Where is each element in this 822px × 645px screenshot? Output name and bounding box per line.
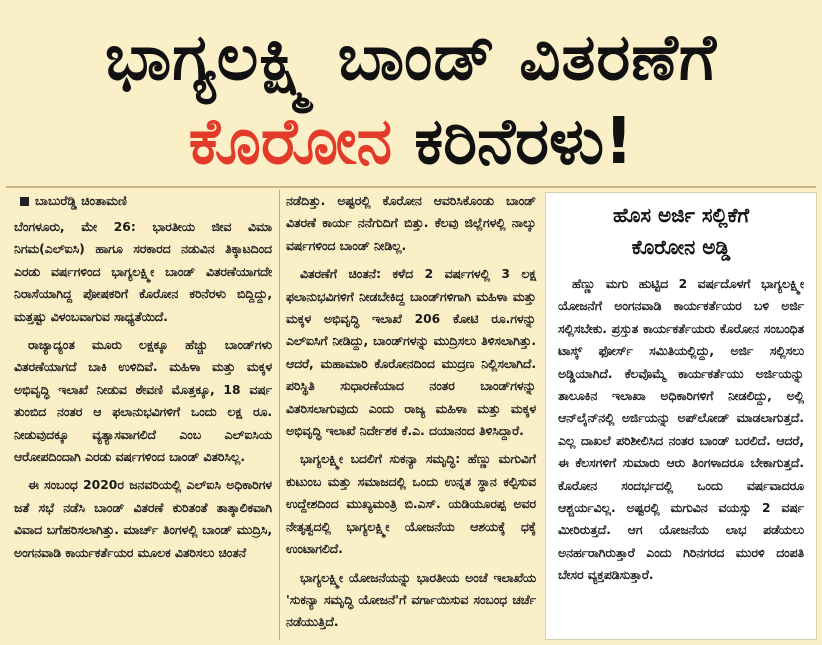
sidebar-box (545, 192, 817, 640)
sidebar-title-line1: ಹೊಸ ಅರ್ಜಿ ಸಲ್ಲಿಕೆಗೆ (612, 203, 750, 227)
article-paragraph: ಭಾಗ್ಯಲಕ್ಷ್ಮೀ ಯೋಜನೆಯನ್ನು ಭಾರತೀಯ ಅಂಚೆ ಇಲಾಖೆಯ 'ಸುಕನ್ಯಾ ಸಮೃದ್ಧಿ ಯೋಜನೆ'ಗೆ ವರ್ಗಾಯಿಸುವ ಸಂಬಂಧ ಚರ್ಚೆ ನಡೆಯುತ್ತಿದೆ. (286, 570, 536, 630)
headline-divider (6, 186, 816, 188)
column-divider (279, 190, 280, 640)
article-paragraph: ಬೆಂಗಳೂರು, ಮೇ 26: ಭಾರತೀಯ ಜೀವ ವಿಮಾ ನಿಗಮ(ಎಲ್‌ಐಸಿ) ಹಾಗೂ ಸರಕಾರದ ನಡುವಿನ ತಿಕ್ಕಾಟದಿಂದ ಎರಡು ವರ್ಷಗಳಿಂದ ಭಾಗ್ಯಲಕ್ಷ್ಮೀ ಬಾಂಡ್ ವಿತರಣೆಯಾಗದೇ ನಿರಾಸೆಯಾಗಿದ್ದ ಪೋಷಕರಿಗೆ ಕೊರೋನ ಕರಿನೆರಳು ಬಿದ್ದಿದ್ದು, ಮತ್ತಷ್ಟು ವಿಳಂಬವಾಗುವ ಸಾಧ್ಯತೆಯಿದೆ. (14, 220, 272, 324)
sidebar-title (546, 193, 816, 263)
article-column-2 (286, 190, 536, 640)
byline-text: ಬಾಬುರೆಡ್ಡಿ ಚಿಂತಾಮಣಿ (35, 192, 127, 208)
article-column-1 (14, 190, 272, 570)
headline-red-word: ಕೊರೋನ (188, 105, 393, 179)
headline (0, 0, 822, 185)
article-paragraph: ವಿತರಣೆಗೆ ಚಿಂತನೆ: ಕಳೆದ 2 ವರ್ಷಗಳಲ್ಲಿ 3 ಲಕ್ಷ ಫಲಾನುಭವಿಗಳಿಗೆ ನೀಡಬೇಕಿದ್ದ ಬಾಂಡ್‌ಗಳಿಗಾಗಿ ಮಹಿಳಾ ಮತ್ತು ಮಕ್ಕಳ ಅಭಿವೃದ್ಧಿ ಇಲಾಖೆ 206 ಕೋಟಿ ರೂ.ಗಳನ್ನು ಎಲ್‌ಐಸಿಗೆ ನೀಡಿದ್ದು, ಬಾಂಡ್‌ಗಳನ್ನು ಮುದ್ರಿಸಲು ತಿಳಿಸಲಾಗಿತ್ತು. ಆದರೆ, ಮಹಾಮಾರಿ ಕೊರೋನದಿಂದ ಮುದ್ರಣ ನಿಲ್ಲಿಸಲಾಗಿದೆ. ಪರಿಸ್ಥಿತಿ ಸುಧಾರಣೆಯಾದ ನಂತರ ಬಾಂಡ್‌ಗಳನ್ನು ವಿತರಿಸಲಾಗುವುದು ಎಂದು ರಾಜ್ಯ ಮಹಿಳಾ ಮತ್ತು ಮಕ್ಕಳ ಅಭಿವೃದ್ಧಿ ಇಲಾಖೆ ನಿರ್ದೇಶಕ ಕೆ.ಎ. ದಯಾನಂದ ತಿಳಿಸಿದ್ದಾರೆ. (286, 267, 536, 439)
headline-line1: ಭಾಗ್ಯಲಕ್ಷ್ಮಿ ಬಾಂಡ್ ವಿತರಣೆಗೆ (104, 21, 718, 95)
article-paragraph: ರಾಜ್ಯಾದ್ಯಂತ ಮೂರು ಲಕ್ಷಕ್ಕೂ ಹೆಚ್ಚು ಬಾಂಡ್‌ಗಳು ವಿತರಣೆಯಾಗದೆ ಬಾಕಿ ಉಳಿದಿವೆ. ಮಹಿಳಾ ಮತ್ತು ಮಕ್ಕಳ ಅಭಿವೃದ್ಧಿ ಇಲಾಖೆ ನೀಡುವ ಠೇವಣಿ ಮೊತ್ತಕ್ಕೂ, 18 ವರ್ಷ ತುಂಬಿದ ನಂತರ ಆ ಫಲಾನುಭವಿಗಳಿಗೆ ಒಂದು ಲಕ್ಷ ರೂ. ನೀಡುವುದಕ್ಕೂ ವ್ಯತ್ಯಾಸವಾಗಲಿದೆ ಎಂಬ ಎಲ್‌ಐಸಿಯ ಆರೋಪದಿಂದಾಗಿ ಎರಡು ವರ್ಷಗಳಿಂದ ಬಾಂಡ್ ವಿತರಿಸಿಲ್ಲ. (14, 338, 272, 465)
square-bullet-icon (20, 197, 29, 206)
article-paragraph: ಈ ಸಂಬಂಧ 2020ರ ಜನವರಿಯಲ್ಲಿ ಎಲ್‌ಐಸಿ ಅಧಿಕಾರಿಗಳ ಜತೆ ಸಭೆ ನಡೆಸಿ ಬಾಂಡ್ ವಿತರಣೆ ಕುರಿತಂತೆ ತಾತ್ಕಾಲಿಕವಾಗಿ ವಿವಾದ ಬಗೆಹರಿಸಲಾಗಿತ್ತು. ಮಾರ್ಚ್ ತಿಂಗಳಲ್ಲಿ ಬಾಂಡ್ ಮುದ್ರಿಸಿ, ಅಂಗನವಾಡಿ ಕಾರ್ಯಕರ್ತೆಯರ ಮೂಲಕ ವಿತರಿಸಲು ಚಿಂತನೆ (14, 478, 272, 560)
sidebar-title-line2: ಕೊರೋನ ಅಡ್ಡಿ (631, 235, 731, 259)
headline-black-word: ಕರಿನೆರಳು! (414, 105, 634, 179)
article-paragraph: ನಡೆದಿತ್ತು. ಅಷ್ಟರಲ್ಲಿ ಕೊರೋನ ಆವರಿಸಿಕೊಂಡು ಬಾಂಡ್ ವಿತರಣೆ ಕಾರ್ಯ ನನೆಗುದಿಗೆ ಬಿತ್ತು. ಕೆಲವು ಜಿಲ್ಲೆಗಳಲ್ಲಿ ನಾಲ್ಕು ವರ್ಷಗಳಿಂದ ಬಾಂಡ್ ನೀಡಿಲ್ಲ. (286, 194, 536, 253)
headline-line2 (0, 102, 822, 182)
sidebar-body: ಹೆಣ್ಣು ಮಗು ಹುಟ್ಟಿದ 2 ವರ್ಷದೊಳಗೆ ಭಾಗ್ಯಲಕ್ಷ್ಮೀ ಯೋಜನೆಗೆ ಅಂಗನವಾಡಿ ಕಾರ್ಯಕರ್ತೆಯರ ಬಳಿ ಅರ್ಜಿ ಸಲ್ಲಿಸಬೇಕು. ಪ್ರಸ್ತುತ ಕಾರ್ಯಕರ್ತೆಯರು ಕೊರೋನ ಸಂಬಂಧಿತ ಟಾಸ್ಕ್ ಫೋರ್ಸ್ ಸಮಿತಿಯಲ್ಲಿದ್ದು, ಅರ್ಜಿ ಸಲ್ಲಿಸಲು ಅಡ್ಡಿಯಾಗಿದೆ. ಕೆಲವೊಮ್ಮೆ ಕಾರ್ಯಕರ್ತೆಯು ಅರ್ಜಿಯನ್ನು ತಾಲೂಕಿನ ಇಲಾಖಾ ಅಧಿಕಾರಿಗಳಿಗೆ ನೀಡಲಿದ್ದು, ಅಲ್ಲಿ ಆನ್‌ಲೈನ್‌ನಲ್ಲಿ ಅರ್ಜಿಯನ್ನು ಅಪ್‌ಲೋಡ್ ಮಾಡಲಾಗುತ್ತದೆ. ಎಲ್ಲ ದಾಖಲೆ ಪರಿಶೀಲಿಸಿದ ನಂತರ ಬಾಂಡ್ ಬರಲಿದೆ. ಆದರೆ, ಈ ಕೆಲಸಗಳಿಗೆ ಸುಮಾರು ಆರು ತಿಂಗಳಾದರೂ ಬೇಕಾಗುತ್ತದೆ. ಕೊರೋನ ಸಂದರ್ಭದಲ್ಲಿ ಒಂದು ವರ್ಷವಾದರೂ ಆಶ್ಚರ್ಯವಿಲ್ಲ. ಅಷ್ಟರಲ್ಲಿ ಮಗುವಿನ ವಯಸ್ಸು 2 ವರ್ಷ ಮೀರಿರುತ್ತದೆ. ಆಗ ಯೋಜನೆಯ ಲಾಭ ಪಡೆಯಲು ಅನರ್ಹರಾಗಿರುತ್ತಾರೆ ಎಂದು ಗಿರಿನಗರದ ಮುರಳಿ ದಂಪತಿ ಬೇಸರ ವ್ಯಕ್ತಪಡಿಸುತ್ತಾರೆ. (558, 277, 804, 583)
byline (14, 190, 272, 212)
article-paragraph: ಭಾಗ್ಯಲಕ್ಷ್ಮೀ ಬದಲಿಗೆ ಸುಕನ್ಯಾ ಸಮೃದ್ಧಿ: ಹೆಣ್ಣು ಮಗುವಿಗೆ ಕುಟುಂಬ ಮತ್ತು ಸಮಾಜದಲ್ಲಿ ಒಂದು ಉನ್ನತ ಸ್ಥಾನ ಕಲ್ಪಿಸುವ ಉದ್ದೇಶದಿಂದ ಮುಖ್ಯಮಂತ್ರಿ ಬಿ.ಎಸ್. ಯಡಿಯೂರಪ್ಪ ಅವರ ನೇತೃತ್ವದಲ್ಲಿ ಭಾಗ್ಯಲಕ್ಷ್ಮೀ ಯೋಜನೆಯ ಆಶಯಕ್ಕೆ ಧಕ್ಕೆ ಉಂಟಾಗಲಿದೆ. (286, 452, 536, 557)
